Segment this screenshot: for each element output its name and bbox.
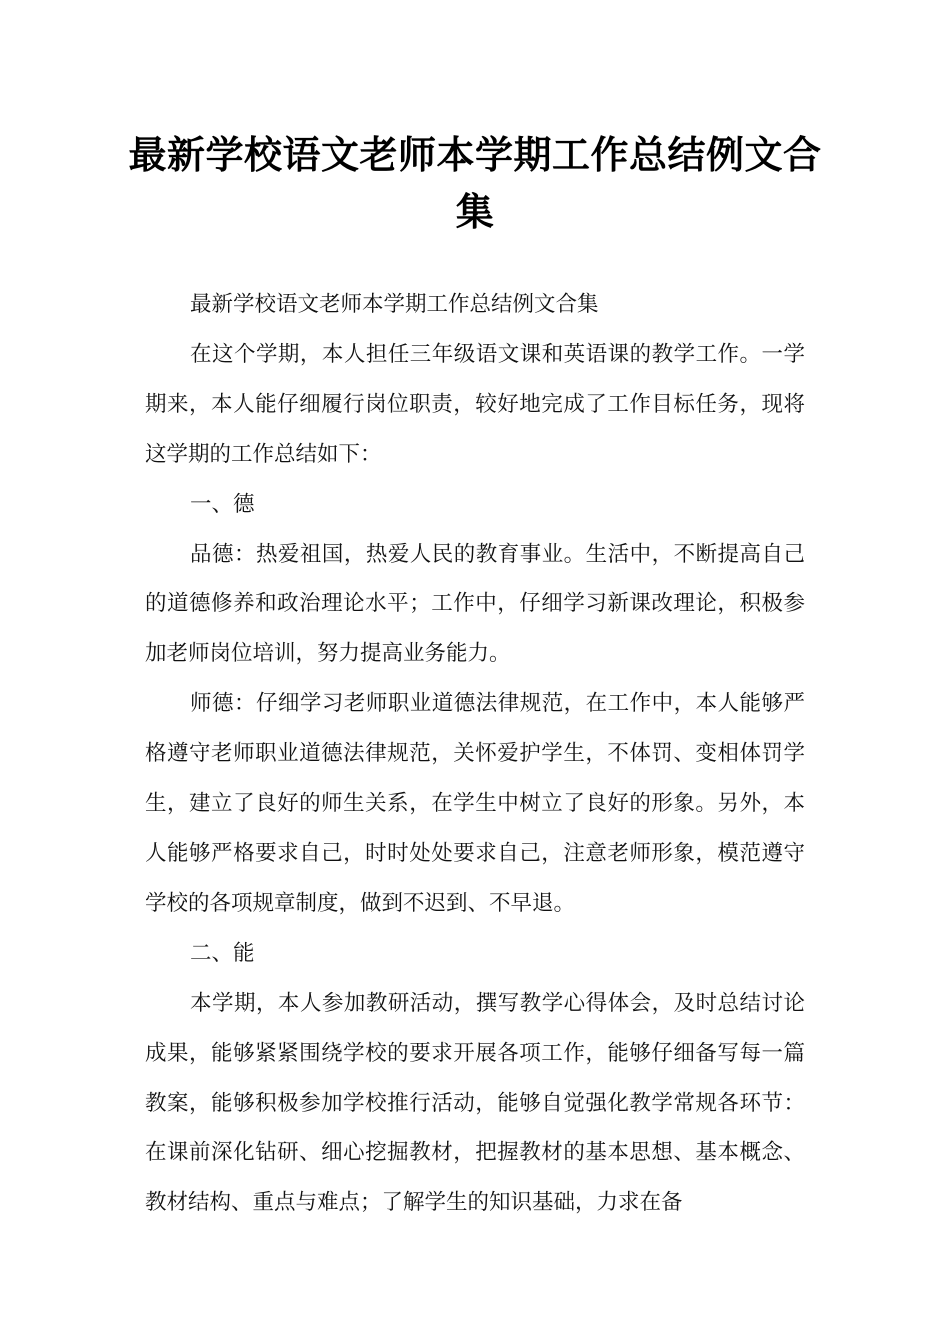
document-body	[145, 280, 805, 1228]
section-heading-neng: 二、能	[190, 940, 255, 966]
document-title: 最新学校语文老师本学期工作总结例文合集	[128, 133, 822, 234]
paragraph-intro: 在这个学期，本人担任三年级语文课和英语课的教学工作。一学期来，本人能仔细履行岗位职责，较好地完成了工作目标任务，现将这学期的工作总结如下：	[145, 341, 805, 467]
paragraph-shide: 师德：仔细学习老师职业道德法律规范，在工作中，本人能够严格遵守老师职业道德法律规范，关怀爱护学生，不体罚、变相体罚学生，建立了良好的师生关系，在学生中树立了良好的形象。另外，本人能够严格要求自己，时时处处要求自己，注意老师形象，模范遵守学校的各项规章制度，做到不迟到、不早退。	[145, 691, 805, 916]
paragraph-pinde: 品德：热爱祖国，热爱人民的教育事业。生活中，不断提高自己的道德修养和政治理论水平；工作中，仔细学习新课改理论，积极参加老师岗位培训，努力提高业务能力。	[145, 541, 805, 667]
paragraph-subtitle: 最新学校语文老师本学期工作总结例文合集	[190, 292, 599, 317]
paragraph-neng: 本学期，本人参加教研活动，撰写教学心得体会，及时总结讨论成果，能够紧紧围绕学校的要求开展各项工作，能够仔细备写每一篇教案，能够积极参加学校推行活动，能够自觉强化教学常规各环节：在课前深化钻研、细心挖掘教材，把握教材的基本思想、基本概念、教材结构、重点与难点；了解学生的知识基础，力求在备	[145, 990, 805, 1216]
section-heading-de: 一、德	[190, 491, 255, 517]
